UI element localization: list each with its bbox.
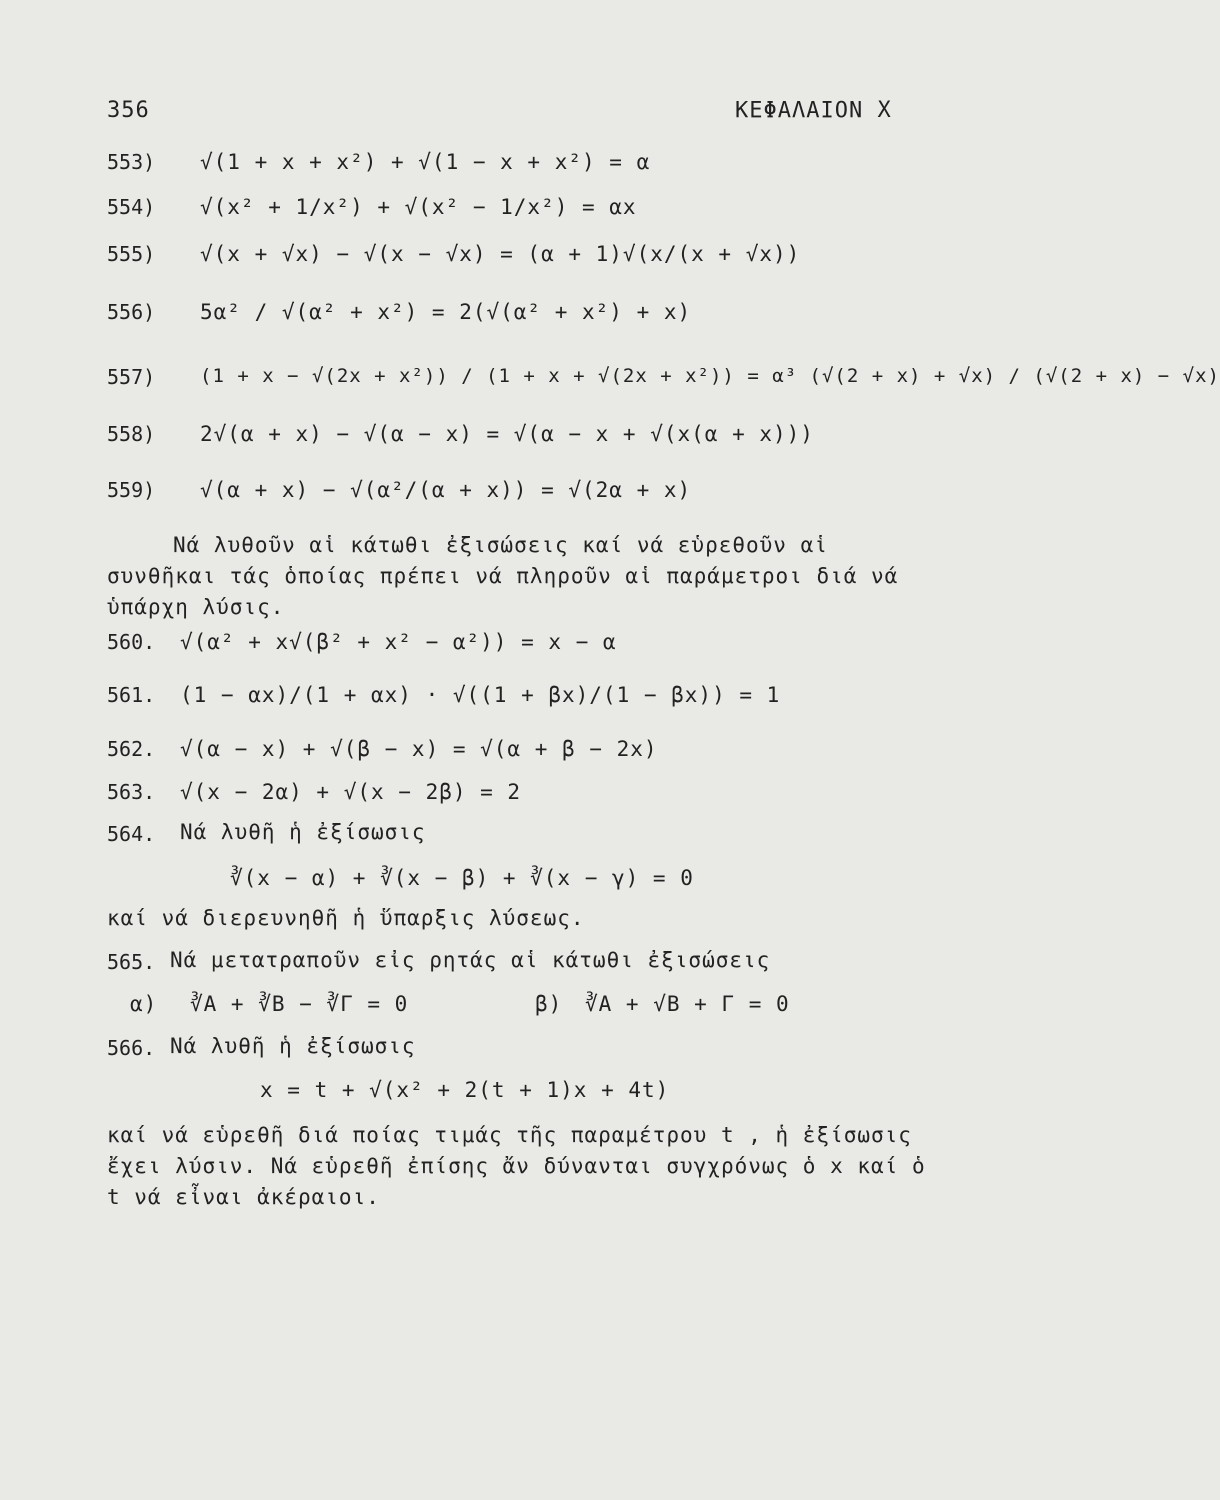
- exercise-text: Νά μετατραποῦν εἰς ρητάς αἱ κάτωθι ἐξισώσεις: [170, 948, 771, 972]
- equation: √(x² + 1/x²) + √(x² − 1/x²) = αx: [200, 195, 637, 219]
- exercise-number: 559): [107, 478, 156, 502]
- equation: √(x + √x) − √(x − √x) = (α + 1)√(x/(x + √x)): [200, 242, 801, 266]
- equation: (1 − αx)/(1 + αx) · √((1 + βx)/(1 − βx)) = 1: [180, 683, 781, 707]
- exercise-number: 563.: [107, 780, 156, 804]
- equation: (1 + x − √(2x + x²)) / (1 + x + √(2x + x²)) = α³ (√(2 + x) + √x) / (√(2 + x) − √x): [200, 365, 1220, 387]
- equation: √(α + x) − √(α²/(α + x)) = √(2α + x): [200, 478, 692, 502]
- exercise-number: 562.: [107, 737, 156, 761]
- exercise-number: 557): [107, 365, 156, 389]
- intro-paragraph: Νά λυθοῦν αἱ κάτωθι ἐξισώσεις καί νά εὑρεθοῦν αἱ συνθῆκαι τάς ὁποίας πρέπει νά πληροῦν αἱ παράμετροι διά νά ὑπάρχη λύσις.: [107, 533, 899, 619]
- exercise-number: 558): [107, 422, 156, 446]
- exercise-text: Νά λυθῆ ἡ ἐξίσωσις: [180, 820, 426, 844]
- equation: ∛(x − α) + ∛(x − β) + ∛(x − γ) = 0: [230, 866, 694, 890]
- equation: √(1 + x + x²) + √(1 − x + x²) = α: [200, 150, 651, 174]
- exercise-number: 565.: [107, 950, 156, 974]
- exercise-number: 555): [107, 242, 156, 266]
- exercise-number: 566.: [107, 1036, 156, 1060]
- part-label: α): [130, 992, 158, 1016]
- exercise-number: 560.: [107, 630, 156, 654]
- equation: ∛A + √B + Γ = 0: [585, 992, 790, 1016]
- chapter-title: ΚΕΦΑΛΑΙΟΝ X: [735, 98, 892, 123]
- equation: 5α² / √(α² + x²) = 2(√(α² + x²) + x): [200, 300, 692, 324]
- closing-paragraph: καί νά εὑρεθῆ διά ποίας τιμάς τῆς παραμέτρου t , ἡ ἐξίσωσις ἔχει λύσιν. Νά εὑρεθῆ ἐπίσης ἄν δύνανται συγχρόνως ὁ x καί ὁ t νά εἶναι ἀκέραιοι.: [107, 1123, 926, 1209]
- equation: ∛A + ∛B − ∛Γ = 0: [190, 992, 409, 1016]
- equation: x = t + √(x² + 2(t + 1)x + 4t): [260, 1078, 670, 1102]
- exercise-number: 554): [107, 195, 156, 219]
- exercise-text: Νά λυθῆ ἡ ἐξίσωσις: [170, 1034, 416, 1058]
- equation: 2√(α + x) − √(α − x) = √(α − x + √(x(α + x))): [200, 422, 814, 446]
- exercise-number: 564.: [107, 822, 156, 846]
- page-number: 356: [107, 98, 150, 123]
- equation: √(α − x) + √(β − x) = √(α + β − 2x): [180, 737, 658, 761]
- exercise-number: 553): [107, 150, 156, 174]
- exercise-text: καί νά διερευνηθῆ ἡ ὕπαρξις λύσεως.: [107, 906, 585, 930]
- exercise-number: 556): [107, 300, 156, 324]
- exercise-number: 561.: [107, 683, 156, 707]
- equation: √(x − 2α) + √(x − 2β) = 2: [180, 780, 522, 804]
- equation: √(α² + x√(β² + x² − α²)) = x − α: [180, 630, 617, 654]
- part-label: β): [535, 992, 563, 1016]
